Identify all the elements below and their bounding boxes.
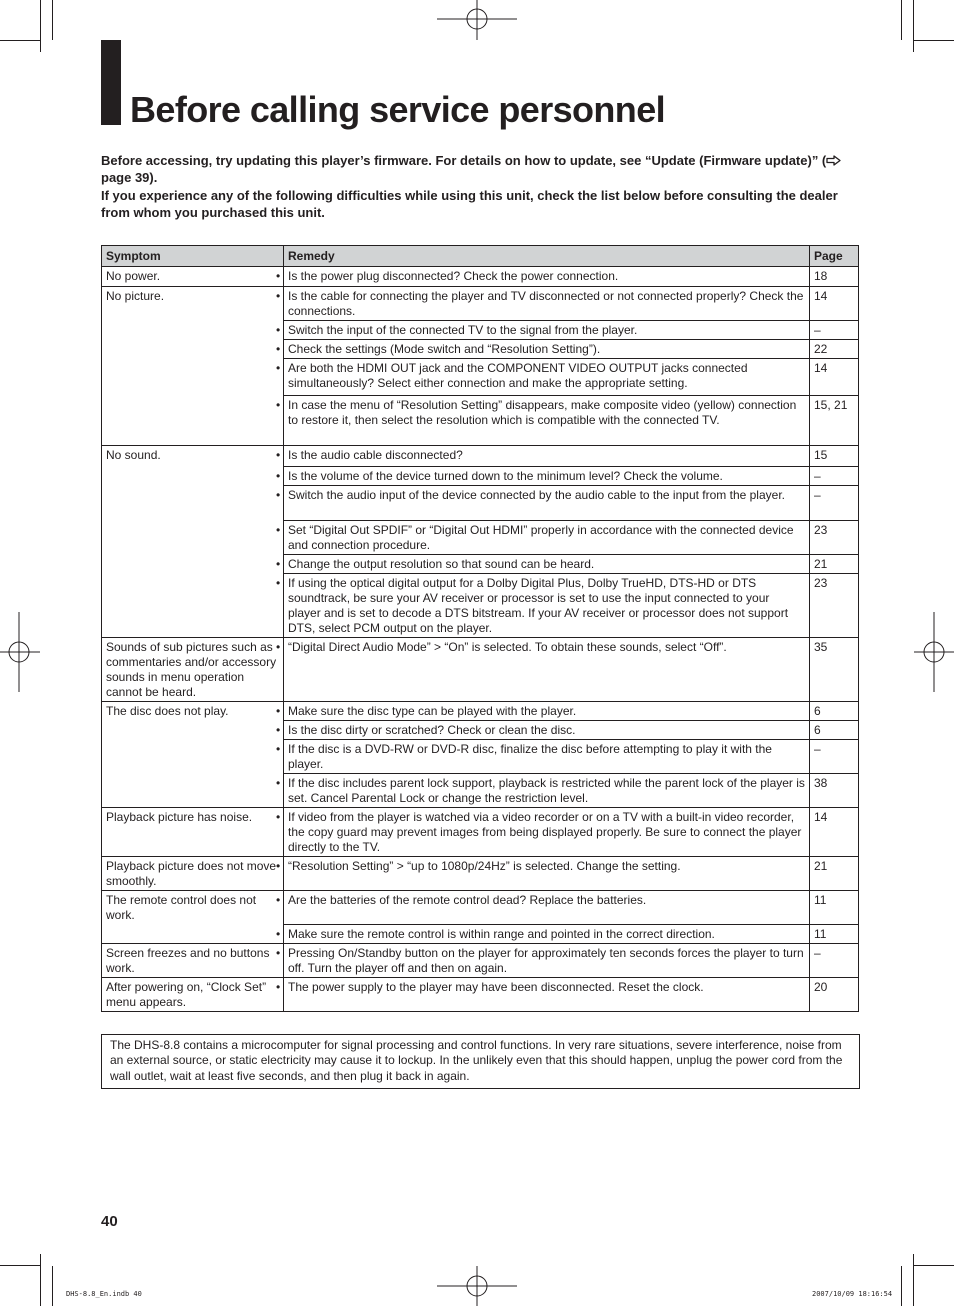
remedy-text: “Digital Direct Audio Mode” > “On” is selected. To obtain these sounds, select “Off”. [288,640,727,654]
crop-mark [52,0,53,40]
remedy-text: Pressing On/Standby button on the player for approximately ten seconds forces the player to turn off. Turn the player off and then on again. [288,946,804,975]
page-cell: 18 [810,267,859,287]
remedy-cell [276,721,810,740]
crop-mark [913,1254,914,1306]
page-title: Before calling service personnel [130,89,666,130]
page-cell: – [810,944,859,978]
crop-mark [0,40,40,41]
remedy-cell [276,857,810,891]
remedy-text: Switch the input of the connected TV to the signal from the player. [288,323,638,337]
remedy-cell [276,267,810,287]
table-row [102,944,859,978]
remedy-cell [276,925,810,944]
bullet-icon: • [276,704,281,718]
page-cell: – [810,321,859,340]
remedy-text: Make sure the remote control is within range and pointed in the correct direction. [288,927,715,941]
bullet-icon: • [276,776,281,790]
page-cell: 15 [810,446,859,467]
page-cell: 21 [810,555,859,574]
page-cell: 15, 21 [810,396,859,446]
remedy-cell [276,446,810,467]
symptom-cell: Sounds of sub pictures such as commentaries and/or accessory sounds in menu operation cannot be heard. [102,638,284,702]
bullet-icon: • [276,859,281,873]
remedy-cell [276,774,810,808]
symptom-cell: Screen freezes and no buttons work. [102,944,284,978]
page-cell: – [810,467,859,486]
remedy-text: Is the volume of the device turned down to the minimum level? Check the volume. [288,469,723,483]
bullet-icon: • [276,980,281,994]
symptom-cell: The disc does not play. [102,702,284,808]
remedy-cell [276,574,810,638]
remedy-text: Is the disc dirty or scratched? Check or clean the disc. [288,723,576,737]
page-cell: 14 [810,808,859,857]
bullet-icon: • [276,742,281,756]
remedy-text: Switch the audio input of the device connected by the audio cable to the input from the player. [288,488,785,502]
remedy-text: “Resolution Setting” > “up to 1080p/24Hz” is selected. Change the setting. [288,859,681,873]
symptom-cell: No picture. [102,287,284,446]
intro-firmware-text: Before accessing, try updating this player’s firmware. For details on how to update, see “Update (Firmware update)” ( [101,153,827,168]
crop-mark [52,1266,53,1306]
page-cell: 20 [810,978,859,1012]
page-cell: 14 [810,359,859,396]
remedy-cell [276,891,810,925]
remedy-cell [276,808,810,857]
header-remedy: Remedy [284,246,810,267]
remedy-cell [276,359,810,396]
bullet-icon: • [276,398,281,412]
bullet-icon: • [276,640,281,654]
remedy-cell [276,944,810,978]
page-cell: 23 [810,574,859,638]
intro-check: If you experience any of the following difficulties while using this unit, check the list below before consulting the dealer from whom you purchased this unit. [101,187,838,220]
symptom-cell: The remote control does not work. [102,891,284,944]
bullet-icon: • [276,810,281,824]
remedy-text: If the disc is a DVD-RW or DVD-R disc, finalize the disc before attempting to play it with the player. [288,742,772,771]
remedy-cell [276,521,810,555]
page-number: 40 [101,1213,118,1230]
page-cell: 21 [810,857,859,891]
table-row [102,638,859,702]
remedy-text: Set “Digital Out SPDIF” or “Digital Out HDMI” properly in accordance with the connected device and connection procedure. [288,523,794,552]
remedy-text: If the disc includes parent lock support, playback is restricted while the parent lock of the player is set. Cancel Parental Lock or change the restriction level. [288,776,805,805]
remedy-cell [276,555,810,574]
registration-mark-icon [437,1266,517,1306]
note-box: The DHS-8.8 contains a microcomputer for signal processing and control functions. In very rare situations, severe interference, noise from an external source, or static electricity may cause it to lockup. In the unlikely even that this should happen, unplug the power cord from the wall outlet, wait at least five seconds, and then plug it back in again. [101,1034,860,1089]
page-cell: 38 [810,774,859,808]
crop-mark [901,1266,902,1306]
crop-mark [914,1265,954,1266]
page-cell: 23 [810,521,859,555]
page-cell: 22 [810,340,859,359]
crop-mark [0,1265,40,1266]
header-page: Page [810,246,859,267]
page-cell: 14 [810,287,859,321]
remedy-text: The power supply to the player may have been disconnected. Reset the clock. [288,980,704,994]
remedy-text: In case the menu of “Resolution Setting” disappears, make composite video (yellow) connection to restore it, then select the resolution which is compatible with the connected TV. [288,398,797,427]
table-row [102,702,859,721]
intro-firmware-page: page 39). [101,170,158,186]
intro-text [101,152,861,221]
remedy-cell [276,467,810,486]
intro-firmware [101,152,861,187]
bullet-icon: • [276,448,281,462]
remedy-cell [276,740,810,774]
table-row [102,857,859,891]
symptom-cell: No sound. [102,446,284,638]
bullet-icon: • [276,946,281,960]
registration-mark-icon [0,612,40,692]
crop-mark [913,0,914,52]
remedy-cell [276,702,810,721]
remedy-cell [276,638,810,702]
bullet-icon: • [276,557,281,571]
slug-timestamp: 2007/10/09 18:16:54 [812,1290,893,1298]
crop-mark [901,0,902,40]
crop-mark [40,0,41,52]
remedy-cell [276,978,810,1012]
page-cell: 6 [810,702,859,721]
remedy-cell [276,321,810,340]
remedy-text: Change the output resolution so that sound can be heard. [288,557,595,571]
symptom-cell: No power. [102,267,284,287]
table-row [102,978,859,1012]
header-symptom: Symptom [102,246,284,267]
table-row [102,287,859,321]
bullet-icon: • [276,576,281,590]
bullet-icon: • [276,469,281,483]
bullet-icon: • [276,269,281,283]
table-row [102,891,859,925]
page-cell: – [810,486,859,521]
bullet-icon: • [276,893,281,907]
slug-filename: DHS-8.8_En.indb 40 [66,1290,142,1298]
table-row [102,446,859,467]
table-row [102,808,859,857]
troubleshooting-table [101,245,859,1012]
arrow-right-icon [826,155,841,166]
bullet-icon: • [276,323,281,337]
remedy-text: If video from the player is watched via a video recorder or on a TV with a built-in video recorder, the copy guard may prevent images from being displayed properly. Be sure to connect the player directly to the TV. [288,810,802,854]
crop-mark [40,1254,41,1306]
crop-mark [914,40,954,41]
registration-mark-icon [437,0,517,40]
bullet-icon: • [276,488,281,502]
remedy-cell [276,287,810,321]
remedy-text: Is the audio cable disconnected? [288,448,463,462]
title-bar [101,40,121,125]
remedy-cell [276,396,810,446]
bullet-icon: • [276,523,281,537]
remedy-text: Is the power plug disconnected? Check the power connection. [288,269,619,283]
registration-mark-icon [914,612,954,692]
remedy-text: Check the settings (Mode switch and “Resolution Setting”). [288,342,601,356]
bullet-icon: • [276,342,281,356]
remedy-text: Are the batteries of the remote control dead? Replace the batteries. [288,893,647,907]
symptom-cell: Playback picture has noise. [102,808,284,857]
remedy-text: Are both the HDMI OUT jack and the COMPONENT VIDEO OUTPUT jacks connected simultaneously? Select either connection and make the appropriate setting. [288,361,748,390]
remedy-text: If using the optical digital output for a Dolby Digital Plus, Dolby TrueHD, DTS-HD or DTS soundtrack, be sure your AV receiver or processor is set to use the input connected to your player and is set to decode a DTS bitstream. If your AV receiver or processor does not support DTS, select PCM output on the player. [288,576,789,635]
remedy-text: Make sure the disc type can be played with the player. [288,704,577,718]
bullet-icon: • [276,723,281,737]
symptom-cell: After powering on, “Clock Set” menu appears. [102,978,284,1012]
bullet-icon: • [276,927,281,941]
table-body [102,267,859,1012]
symptom-cell: Playback picture does not move smoothly. [102,857,284,891]
page-cell: 35 [810,638,859,702]
remedy-text: Is the cable for connecting the player and TV disconnected or not connected properly? Check the connections. [288,289,804,318]
page-cell: 6 [810,721,859,740]
table-row [102,267,859,287]
remedy-cell [276,486,810,521]
table-header-row [102,246,859,267]
page-cell: 11 [810,925,859,944]
page-cell: 11 [810,891,859,925]
remedy-cell [276,340,810,359]
bullet-icon: • [276,361,281,375]
bullet-icon: • [276,289,281,303]
page-cell: – [810,740,859,774]
